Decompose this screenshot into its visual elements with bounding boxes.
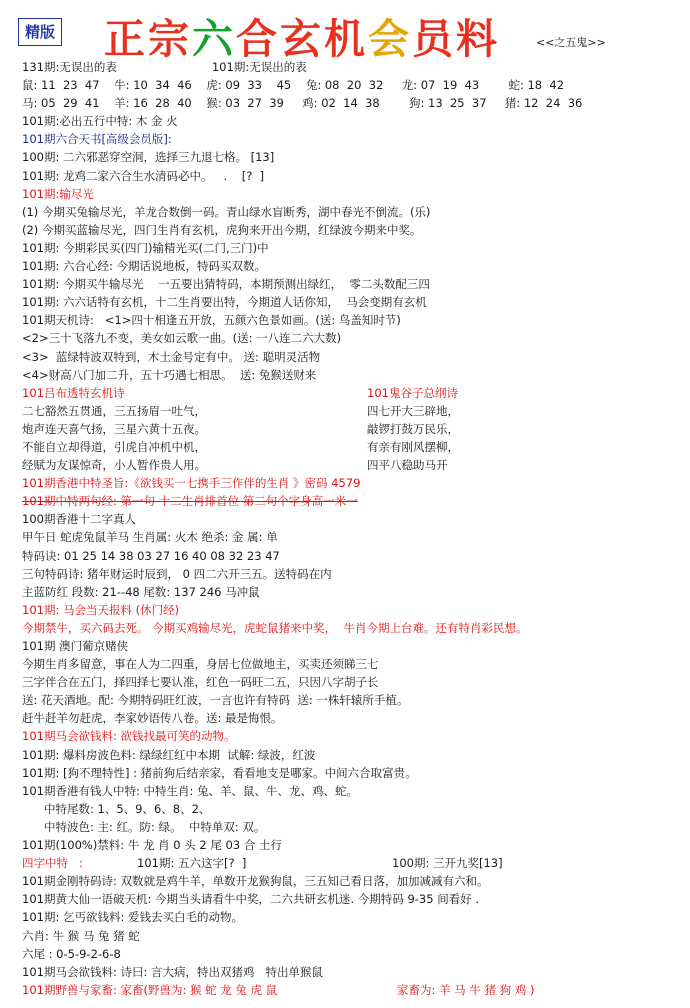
text-line-right: 四七开大三辟地，: [367, 403, 459, 418]
text-line: 101期: 马会当天报料 (休门经): [22, 602, 180, 617]
text-line: 101期 澳门葡京赌侠: [22, 639, 129, 653]
text-line: 101期(100%)禁料: 牛 龙 肖 0 头 2 尾 03 合 土行: [22, 838, 282, 853]
text-line: 131期:无误出的表 101期:无误出的表: [22, 60, 307, 74]
header: [0, 0, 690, 64]
text-line-left: 二七豁然五贯通，三五扬眉一吐气，: [22, 403, 206, 418]
text-line: 101期天机诗: <1>四十相逢五开放，五颜六色景如画。(送: 鸟盖知时节): [22, 313, 401, 328]
text-line: 101期: 今期彩民买(四门)输精光买(二门,三门)中: [22, 240, 269, 255]
text-line-two-column: [22, 854, 682, 872]
text-line: 101期金刚特码诗: 双数就是鸡牛羊，单数开龙猴狗鼠，三五知己看日落，加加减减有六和。: [22, 874, 489, 889]
text-line: 赶牛赶羊勿赶虎，李家妙语传八卷。送: 最是悔恨。: [22, 711, 283, 726]
text-line: 送: 花天酒地。配: 今期特码旺红波，一言也许有特码 送: 一株轩辕所手植。: [22, 693, 409, 708]
text-line-left: 101期野兽与家畜: 家畜(野兽为: 猴 蛇 龙 兔 虎 鼠: [22, 982, 278, 997]
text-line-left: 炮声连天喜气扬，三星六黄十五夜。: [22, 421, 206, 436]
text-line: 今期生肖多留意，事在人为二四重，身居七位做地主，买卖还须睇三七: [22, 657, 379, 672]
text-line: 六肖: 牛 猴 马 兔 猪 蛇: [22, 928, 140, 943]
text-line-two-column: [22, 384, 682, 402]
title-char: 宗: [148, 15, 192, 63]
text-line-left: 不能自立却得道，引虎自冲机中机，: [22, 439, 206, 454]
text-line: 101期:输尽光: [22, 186, 94, 201]
text-line: 六尾 : 0-5-9-2-6-8: [22, 946, 121, 961]
title-char: 员: [412, 15, 456, 63]
text-line: 101期中特两句经: 第一句 十二生肖排首位 第二句个字身高一米一: [22, 494, 358, 509]
text-line: 101期: [狗不理特性] : 猪前狗后结亲家，看看地支是哪家。中间六合取富贵。: [22, 765, 417, 780]
text-line: 101期: 今期买牛输尽光 一五要出猜特码，本期预测出绿红， 零二头数配三四: [22, 277, 430, 292]
text-line-left: 101吕布透特玄机诗: [22, 385, 125, 400]
text-line-two-column: [22, 981, 682, 999]
title-char: 料: [456, 15, 500, 63]
text-line-right: 四平八稳助马开: [367, 458, 448, 473]
text-line: <2>三十飞落九不变，美女如云歌一曲。(送: 一八连二六大数): [22, 331, 342, 346]
text-line-middle: 101期: 五六这字[? ]: [137, 856, 247, 871]
text-line: (2) 今期买蓝输尽光，四门生肖有玄机，虎狗来开出今期，红绿波今期来中奖。: [22, 222, 422, 237]
premium-badge: 精版: [18, 18, 62, 46]
text-line: 101期香港有钱人中特: 中特生肖: 兔、羊、鼠、牛、龙、鸡、蛇。: [22, 783, 359, 798]
text-line: 三句特码诗: 猪年财运时辰到， 0 四二六开三五。送特码在内: [22, 566, 332, 581]
text-line: (1) 今期买兔输尽光，羊龙合数倒一码。青山绿水盲断秀，湖中春光不倒流。(乐): [22, 204, 431, 219]
text-line-two-column: [22, 402, 682, 420]
title-char: 六: [192, 15, 236, 63]
text-line-right: 101鬼谷子总纲诗: [367, 385, 458, 400]
text-line: 101期: 乞丐欲钱料: 爱钱去买白毛的动物。: [22, 910, 244, 925]
text-line: 100期香港十二字真人: [22, 512, 136, 527]
text-line: 101期黄大仙一语破天机: 今期当头请看牛中奖，二六共研玄机迷. 今期特码 9-35 间看好 .: [22, 892, 480, 907]
text-line: 特码诀: 01 25 14 38 03 27 16 40 08 32 23 47: [22, 548, 280, 563]
text-line-two-column: [22, 456, 682, 474]
text-line-right: 敲锣打鼓万民乐，: [367, 421, 459, 436]
text-line: 101期: 六合心经: 今期话说地板，特码买双数。: [22, 259, 267, 274]
title-char: 玄: [280, 15, 324, 63]
title-char: 合: [236, 15, 280, 63]
text-line: 100期: 二六邪恶穿空洞，选择三九退七格。 [13]: [22, 150, 275, 165]
text-line: 101期马会欲钱料: 诗曰: 言大病，特出双猪鸡 特出单猴鼠: [22, 964, 323, 979]
text-line: 主蓝防红 段数: 21--48 尾数: 137 246 马冲鼠: [22, 584, 260, 599]
text-line-two-column: [22, 438, 682, 456]
author-label: <<之五鬼>>: [536, 36, 606, 49]
text-line: 101期: 龙鸡二家六合生水清码必中。 . [? ]: [22, 168, 265, 183]
text-line-right: 家畜为: 羊 马 牛 猪 狗 鸡 ): [397, 982, 535, 997]
text-line: 101期: 六六话特有玄机，十二生肖要出特，今期道人话你知， 马会变期有玄机: [22, 295, 427, 310]
text-line: 三字伴合在五门，择四择七要认准，红色一码旺二五，只因八字胡子长: [22, 675, 379, 690]
title-char: 正: [104, 15, 148, 63]
text-line: <4>财高八门加二升，五十巧遇七相思。 送: 兔猴送财来: [22, 367, 317, 382]
title-char: 会: [368, 15, 412, 63]
text-line: 甲午日 蛇虎兔鼠羊马 生肖属: 火木 绝杀: 金 属: 单: [22, 530, 278, 545]
text-line-left: 四字中特 :: [22, 856, 83, 871]
text-line: 马: 05 29 41 羊: 16 28 40 猴: 03 27 39 鸡: 02 14 38 狗: 13 25 37 猪: 12 24 36: [22, 96, 583, 111]
text-line: 101期:必出五行中特: 木 金 火: [22, 114, 178, 129]
title-char: 机: [324, 15, 368, 63]
text-line: <3> 蓝绿特波双特到，木土金号定有中。 送: 聪明灵活物: [22, 349, 321, 364]
text-line: 鼠: 11 23 47 牛: 10 34 46 虎: 09 33 45 兔: 08 20 32 龙: 07 19 43 蛇: 18 42: [22, 78, 565, 93]
text-line: 101期六合天书[高级会员版]:: [22, 132, 172, 147]
text-line-two-column: [22, 420, 682, 438]
text-line-right: 有亲有刚风摆柳，: [367, 439, 459, 454]
text-line-left: 经赋为友谋惊奇，小人暂作贵人用。: [22, 458, 206, 473]
text-line: 101期马会欲钱料: 欲钱找最可笑的动物。: [22, 729, 236, 744]
document-body: [22, 58, 682, 999]
page-title: [104, 6, 500, 65]
text-line: 中特波色: 主: 红。防: 绿。 中特单双: 双。: [44, 819, 266, 834]
text-line: 今期禁牛，买六码去死。 今期买鸡输尽光，虎蛇鼠猪来中奖， 牛肖今期上台难。还有特肖彩民想。: [22, 620, 528, 635]
text-line: 101期: 爆料房波色料: 绿绿红红中本期 试解: 绿波，红波: [22, 747, 316, 762]
text-line: 中特尾数: 1、5、9、6、8、2、: [44, 801, 211, 816]
text-line-right: 100期: 三开九奖[13]: [392, 856, 503, 871]
text-line: 101期香港中特圣旨:《欲钱买一七携手三作伴的生肖 》密码 4579: [22, 476, 361, 491]
